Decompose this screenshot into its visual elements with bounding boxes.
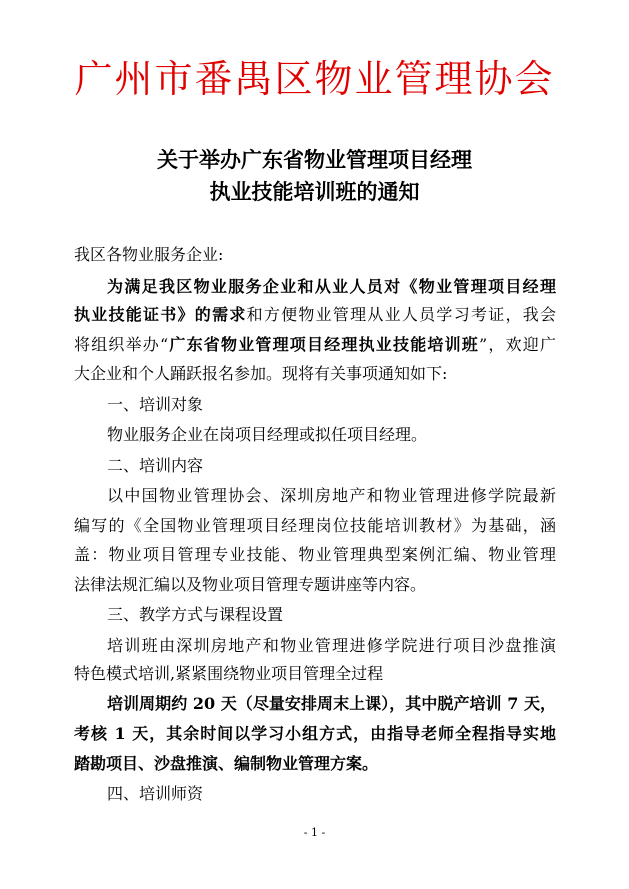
intro-line-3 [74, 333, 556, 357]
intro-line-1: 为满足我区物业服务企业和从业人员对《物业管理项目经理 [107, 277, 556, 296]
section-3-line-1: 培训班由深圳房地产和物业管理进修学院进行项目沙盘推演 [107, 636, 556, 655]
intro-line-3-post: ”，欢迎广 [479, 335, 556, 354]
organization-header: 广州市番禺区物业管理协会 [74, 57, 555, 101]
intro-line-3-pre: 将组织举办“ [74, 335, 169, 354]
section-3-heading: 三、教学方式与课程设置 [107, 605, 284, 624]
section-1-body: 物业服务企业在岗项目经理或拟任项目经理。 [107, 425, 428, 444]
intro-line-2 [74, 303, 556, 327]
section-2-line-1: 以中国物业管理协会、深圳房地产和物业管理进修学院最新 [107, 486, 556, 505]
section-2-line-3: 盖：物业项目管理专业技能、物业管理典型案例汇编、物业管理 [74, 545, 556, 564]
section-3-bold-line-2: 考核 1 天，其余时间以学习小组方式，由指导老师全程指导实地 [74, 724, 556, 743]
page-number: - 1 - [303, 826, 326, 839]
intro-line-3-bold: 广东省物业管理项目经理执业技能培训班 [168, 335, 479, 354]
intro-line-2-rest: 和方便物业管理从业人员学习考证，我会 [246, 305, 556, 324]
notice-title-line-1: 关于举办广东省物业管理项目经理 [157, 147, 472, 172]
intro-line-2-bold: 执业技能证书》的需求 [74, 305, 247, 324]
section-3-bold-line-3: 踏勘项目、沙盘推演、编制物业管理方案。 [74, 754, 379, 773]
notice-title-line-2: 执业技能培训班的通知 [209, 179, 420, 204]
intro-line-4: 大企业和个人踊跃报名参加。现将有关事项通知如下: [74, 364, 448, 383]
salutation: 我区各物业服务企业: [74, 245, 224, 264]
section-4-heading: 四、培训师资 [107, 784, 204, 803]
section-2-heading: 二、培训内容 [107, 456, 204, 475]
section-3-line-2: 特色模式培训,紧紧围绕物业项目管理全过程 [74, 664, 384, 683]
section-2-line-4: 法律法规汇编以及物业项目管理专题讲座等内容。 [74, 575, 427, 594]
section-2-line-2: 编写的《全国物业管理项目经理岗位技能培训教材》为基础，涵 [74, 516, 556, 535]
section-1-heading: 一、培训对象 [107, 395, 204, 414]
section-3-bold-line-1: 培训周期约 20 天（尽量安排周末上课），其中脱产培训 7 天， [107, 694, 556, 713]
